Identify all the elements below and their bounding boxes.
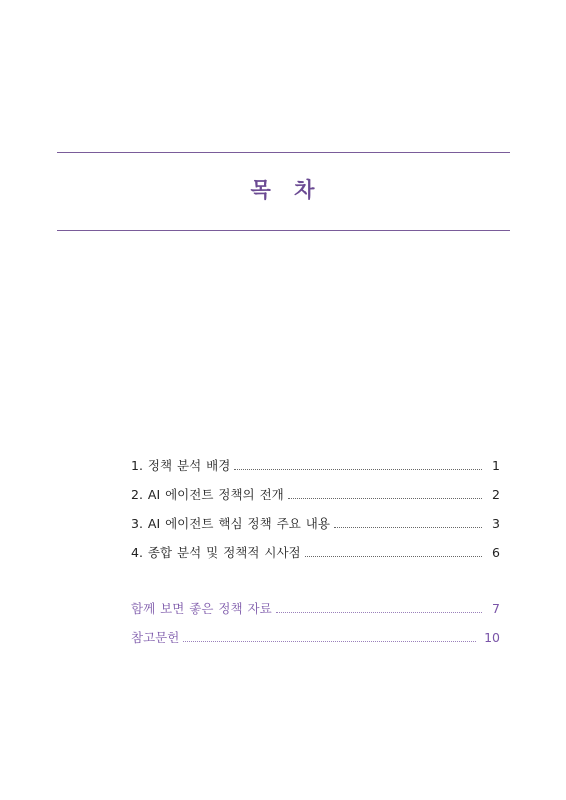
toc-entry-page-number: 7 [492, 601, 500, 616]
toc-entry-comprehensive-analysis[interactable] [131, 543, 500, 563]
toc-entry-label: 2. AI 에이전트 정책의 전개 [131, 487, 284, 502]
toc-entry-ai-agent-policy-development[interactable] [131, 485, 500, 505]
toc-entry-page-number: 1 [492, 458, 500, 473]
dot-leader [288, 498, 482, 499]
top-divider [57, 152, 510, 153]
dot-leader [276, 612, 482, 613]
toc-entry-page-number: 3 [492, 516, 500, 531]
toc-entry-policy-background[interactable] [131, 456, 500, 476]
toc-entry-page-number: 6 [492, 545, 500, 560]
toc-entry-label: 참고문헌 [131, 630, 180, 645]
toc-entry-page-number: 10 [484, 630, 500, 645]
toc-entry-label: 4. 종합 분석 및 정책적 시사점 [131, 545, 301, 560]
toc-entry-label: 3. AI 에이전트 핵심 정책 주요 내용 [131, 516, 330, 531]
dot-leader [183, 641, 476, 642]
toc-entry-label: 함께 보면 좋은 정책 자료 [131, 601, 272, 616]
toc-entry-references[interactable] [131, 628, 500, 648]
toc-entry-label: 1. 정책 분석 배경 [131, 458, 231, 473]
toc-entry-ai-agent-core-policies[interactable] [131, 514, 500, 534]
page-title: 목 차 [250, 178, 316, 202]
dot-leader [305, 556, 482, 557]
bottom-divider [57, 230, 510, 231]
toc-entry-page-number: 2 [492, 487, 500, 502]
dot-leader [334, 527, 482, 528]
dot-leader [234, 469, 482, 470]
toc-entry-related-policy-materials[interactable] [131, 599, 500, 619]
